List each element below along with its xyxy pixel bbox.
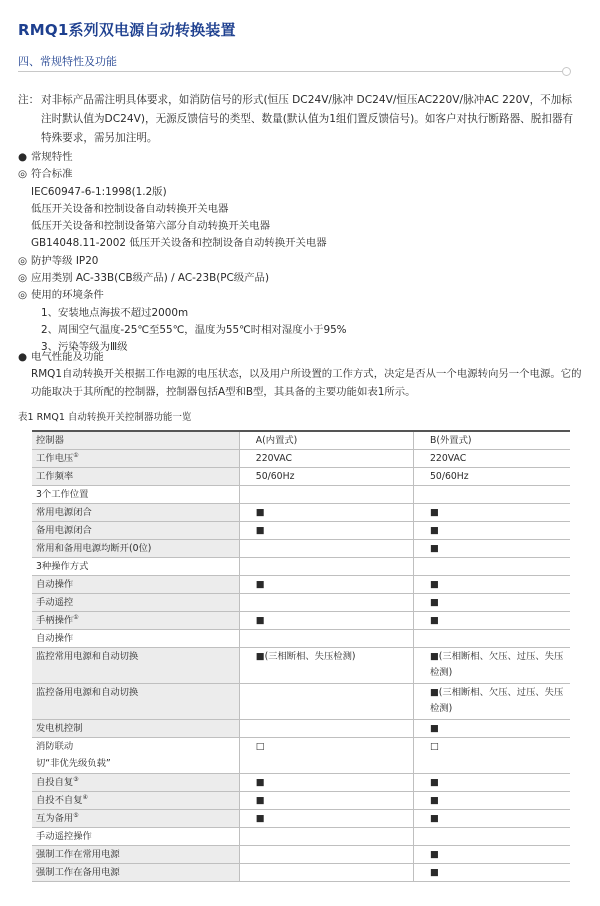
table-row xyxy=(32,630,570,648)
row-label: 3个工作位置 xyxy=(32,486,239,504)
table-row xyxy=(32,720,570,738)
cell-controller-a xyxy=(239,684,413,720)
cell-controller-a xyxy=(239,540,413,558)
cell-controller-a: ■ xyxy=(239,774,413,792)
cell-controller-a: ■ xyxy=(239,810,413,828)
cell-controller-a: ■ xyxy=(239,576,413,594)
table-row xyxy=(32,450,570,468)
table-row xyxy=(32,774,570,792)
bullet-icon: ● xyxy=(18,151,28,163)
row-label: 自动操作 xyxy=(32,630,239,648)
note-text: 对非标产品需注明具体要求，如消防信号的形式(恒压 DC24V/脉冲 DC24V/恒压AC220V/脉冲AC 220V，不加标注时默认值为DC24V)，无源反馈信号的类型、数量(默认值为1组们置反馈信号)。如客户对执行断路器、脱扣器有特殊要求，需另加注明。 xyxy=(41,94,574,144)
table-row xyxy=(32,738,570,774)
page-title: RMQ1系列双电源自动转换装置 xyxy=(18,21,236,39)
cell-controller-a: □ xyxy=(239,738,413,774)
table-caption: 表1 RMQ1 自动转换开关控制器功能一览 xyxy=(18,412,192,423)
cell-controller-b: ■ xyxy=(414,810,571,828)
circle-bullet-icon: ◎ xyxy=(18,289,28,302)
table-row xyxy=(32,594,570,612)
row-label: 强制工作在备用电源 xyxy=(32,864,239,882)
row-label: 强制工作在常用电源 xyxy=(32,846,239,864)
table-row xyxy=(32,504,570,522)
cell-controller-a xyxy=(239,720,413,738)
note-block xyxy=(18,91,578,148)
cell-controller-b xyxy=(414,828,571,846)
cell-controller-b: ■ xyxy=(414,522,571,540)
general-heading: ● 常规特性 xyxy=(18,149,347,166)
env-item: 1、安装地点海拔不超过2000m xyxy=(41,306,189,319)
table-row xyxy=(32,648,570,684)
standard-item: IEC60947-6-1:1998(1.2版) xyxy=(31,185,167,198)
row-label: 自投自复③ xyxy=(32,774,239,792)
cell-controller-a: 50/60Hz xyxy=(239,468,413,486)
cell-controller-a: 220VAC xyxy=(239,450,413,468)
table-row xyxy=(32,828,570,846)
cell-controller-b: 50/60Hz xyxy=(414,468,571,486)
cell-controller-b: ■ xyxy=(414,774,571,792)
cell-controller-b: ■ xyxy=(414,864,571,882)
table-row xyxy=(32,612,570,630)
row-label: 工作电压① xyxy=(32,450,239,468)
table-row xyxy=(32,810,570,828)
table-row xyxy=(32,576,570,594)
row-label: 常用和备用电源均断开(0位) xyxy=(32,540,239,558)
row-label: 3种操作方式 xyxy=(32,558,239,576)
circle-bullet-icon: ◎ xyxy=(18,168,28,181)
cell-controller-a xyxy=(239,846,413,864)
cell-controller-b: ■ xyxy=(414,504,571,522)
table-row xyxy=(32,540,570,558)
circle-bullet-icon: ◎ xyxy=(18,254,28,267)
standard-item: GB14048.11-2002 低压开关设备和控制设备自动转换开关电器 xyxy=(31,237,327,250)
electrical-text: RMQ1自动转换开关根据工作电源的电压状态，以及用户所设置的工作方式，决定是否从一个电源转向另一个电源。它的功能取决于其所配的控制器，控制器包括A型和B型，其具备的主要功能如表1所示。 xyxy=(31,368,582,398)
table-row xyxy=(32,864,570,882)
cell-controller-b xyxy=(414,630,571,648)
cell-controller-b: ■ xyxy=(414,576,571,594)
row-label: 消防联动 切“非优先级负载” xyxy=(32,738,239,774)
cell-controller-a xyxy=(239,864,413,882)
note-prefix: 注： xyxy=(18,94,40,106)
row-label: 手动遥控操作 xyxy=(32,828,239,846)
row-label: 监控备用电源和自动切换 xyxy=(32,684,239,720)
row-label: 手动遥控 xyxy=(32,594,239,612)
table-row xyxy=(32,684,570,720)
table-row xyxy=(32,846,570,864)
cell-controller-b: ■(三相断相、欠压、过压、失压检测) xyxy=(414,684,571,720)
row-label: 监控常用电源和自动切换 xyxy=(32,648,239,684)
table-row xyxy=(32,522,570,540)
cell-controller-b: ■(三相断相、欠压、过压、失压检测) xyxy=(414,648,571,684)
std-label: ◎ 符合标准 xyxy=(18,166,347,183)
cell-controller-b: ■ xyxy=(414,792,571,810)
cell-controller-b: B(外置式) xyxy=(414,431,571,450)
divider-line xyxy=(18,71,566,72)
row-label: 发电机控制 xyxy=(32,720,239,738)
cell-controller-b: ■ xyxy=(414,612,571,630)
cell-controller-a xyxy=(239,828,413,846)
circle-bullet-icon: ◎ xyxy=(18,272,28,285)
cell-controller-a xyxy=(239,486,413,504)
row-label: 工作频率 xyxy=(32,468,239,486)
category-line: ◎ 应用类别 AC-33B(CB级产品) / AC-23B(PC级产品) xyxy=(18,270,347,287)
standard-item: 低压开关设备和控制设备自动转换开关电器 xyxy=(31,202,229,215)
cell-controller-a xyxy=(239,594,413,612)
cell-controller-a xyxy=(239,630,413,648)
cell-controller-a: ■ xyxy=(239,522,413,540)
cell-controller-a: ■ xyxy=(239,504,413,522)
row-label: 自投不自复④ xyxy=(32,792,239,810)
cell-controller-b: □ xyxy=(414,738,571,774)
cell-controller-a: A(内置式) xyxy=(239,431,413,450)
table-row xyxy=(32,792,570,810)
table-row xyxy=(32,558,570,576)
electrical-heading: ● 电气性能及功能 xyxy=(18,349,583,366)
bullet-icon: ● xyxy=(18,351,28,363)
row-label: 互为备用⑤ xyxy=(32,810,239,828)
cell-controller-a: ■(三相断相、失压检测) xyxy=(239,648,413,684)
standard-item: 低压开关设备和控制设备第六部分自动转换开关电器 xyxy=(31,220,270,233)
section-heading: 四、常规特性及功能 xyxy=(18,55,117,68)
function-table xyxy=(32,430,570,882)
cell-controller-b: ■ xyxy=(414,720,571,738)
env-label: ◎ 使用的环境条件 xyxy=(18,287,347,304)
row-label: 手柄操作① xyxy=(32,612,239,630)
table-row xyxy=(32,468,570,486)
general-section xyxy=(18,149,347,357)
table-row xyxy=(32,486,570,504)
row-label: 控制器 xyxy=(32,431,239,450)
cell-controller-b: ■ xyxy=(414,846,571,864)
cell-controller-b: ■ xyxy=(414,540,571,558)
env-item: 2、周围空气温度-25℃至55℃，温度为55℃时相对湿度小于95% xyxy=(41,323,347,336)
env-item: 3、污染等级为Ⅲ级 xyxy=(41,341,128,354)
cell-controller-b: ■ xyxy=(414,594,571,612)
electrical-section xyxy=(18,349,583,401)
cell-controller-b: 220VAC xyxy=(414,450,571,468)
cell-controller-b xyxy=(414,558,571,576)
protection-line: ◎ 防护等级 IP20 xyxy=(18,253,347,270)
cell-controller-a: ■ xyxy=(239,612,413,630)
row-label: 常用电源闭合 xyxy=(32,504,239,522)
table-row xyxy=(32,431,570,450)
cell-controller-b xyxy=(414,486,571,504)
cell-controller-a: ■ xyxy=(239,792,413,810)
row-label: 备用电源闭合 xyxy=(32,522,239,540)
row-label: 自动操作 xyxy=(32,576,239,594)
cell-controller-a xyxy=(239,558,413,576)
divider-dot xyxy=(562,67,571,76)
